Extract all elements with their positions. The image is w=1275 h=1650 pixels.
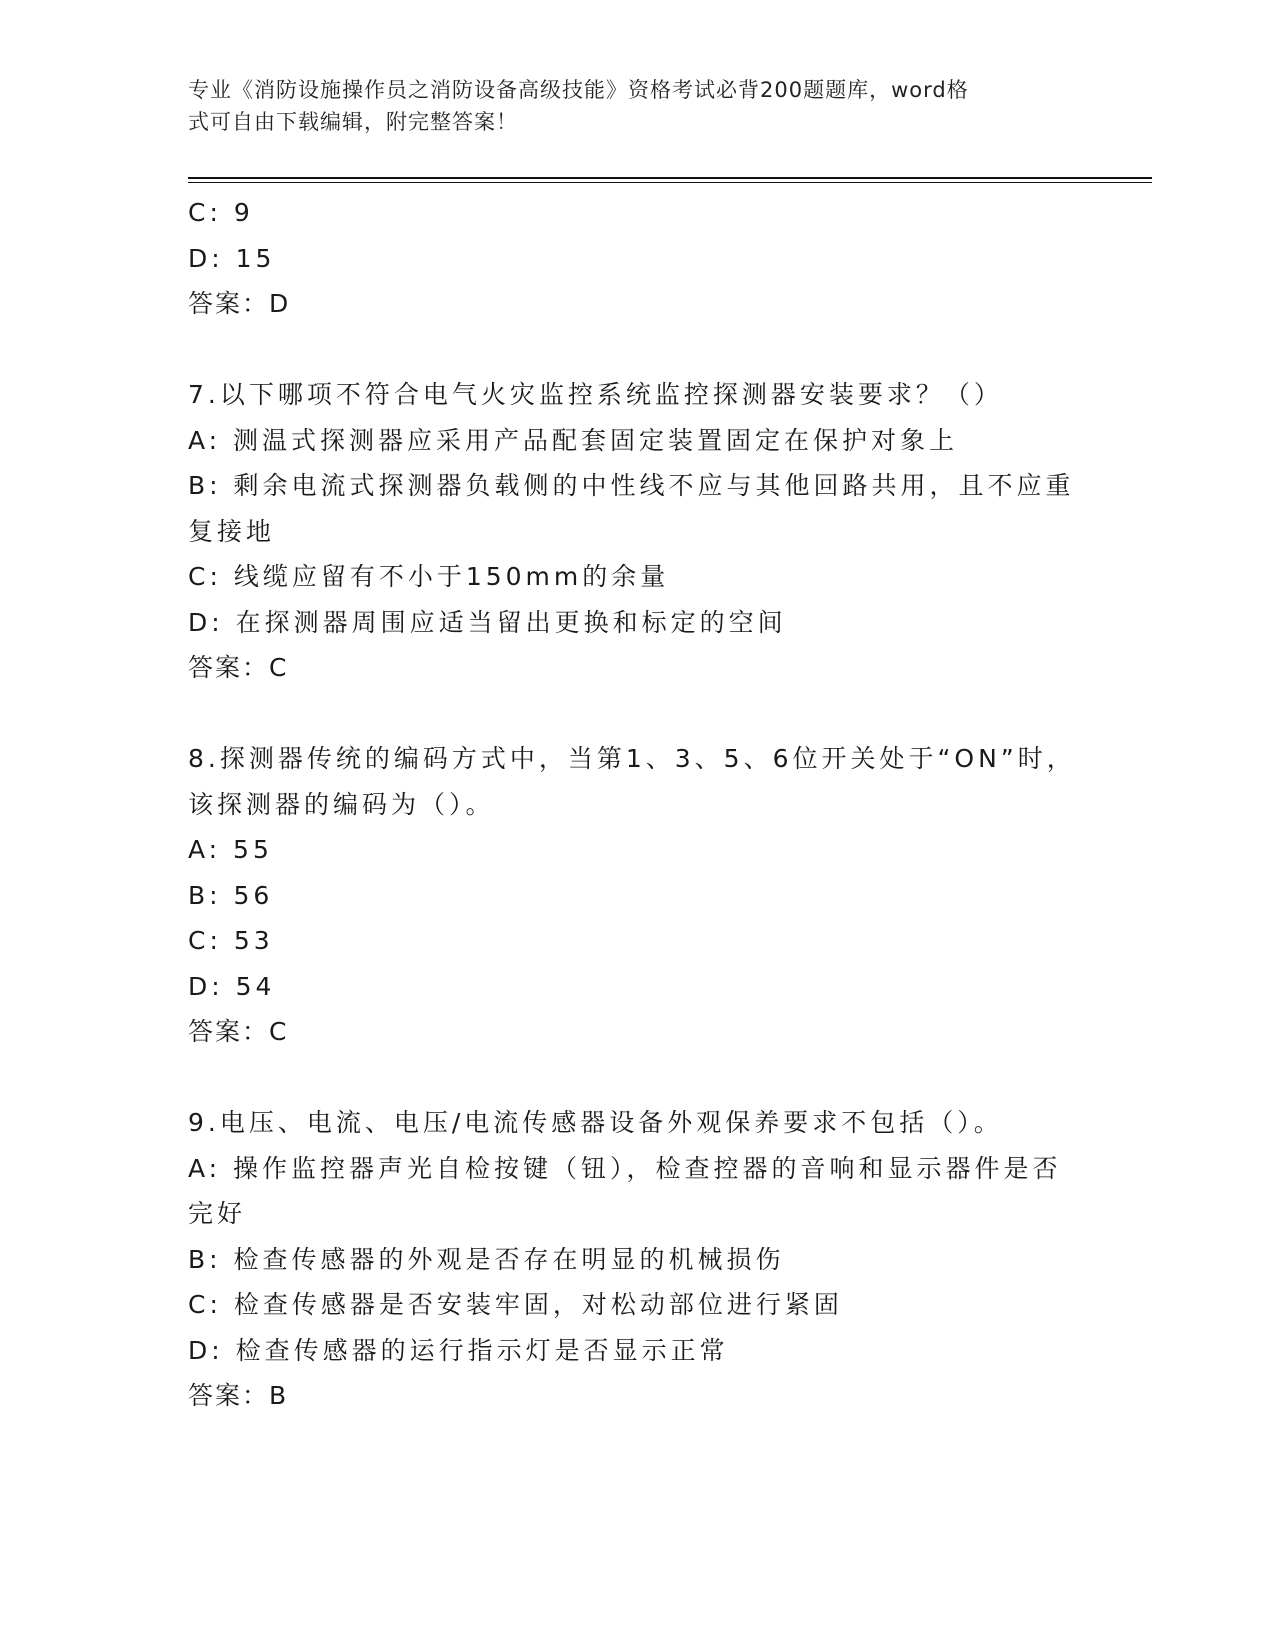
question-7-answer: 答案：C xyxy=(188,653,289,682)
question-9 xyxy=(188,1100,1088,1419)
question-7-option-a: A: 测温式探测器应采用产品配套固定装置固定在保护对象上 xyxy=(188,425,959,455)
question-6-option-c: C: 9 xyxy=(188,198,254,227)
question-spacer xyxy=(188,691,1088,737)
question-7-option-b-line-1: B: 剩余电流式探测器负载侧的中性线不应与其他回路共用，且不应重 xyxy=(188,471,1075,500)
header-divider-thin xyxy=(188,182,1152,183)
question-9-option-a-line-1: A: 操作监控器声光自检按键（钮），检查控器的音响和显示器件是否 xyxy=(188,1153,1062,1183)
question-8 xyxy=(188,736,1088,1055)
question-7-option-d: D: 在探测器周围应适当留出更换和标定的空间 xyxy=(188,607,787,637)
page-header xyxy=(188,74,1068,138)
question-9-option-b: B: 检查传感器的外观是否存在明显的机械损伤 xyxy=(188,1244,785,1274)
header-divider-thick xyxy=(188,177,1152,179)
question-6-answer: 答案：D xyxy=(188,289,291,318)
question-8-stem-line-1: 8.探测器传统的编码方式中，当第1、3、5、6位开关处于“ON”时， xyxy=(188,744,1076,773)
question-8-option-c: C: 53 xyxy=(188,926,274,955)
question-spacer xyxy=(188,327,1088,373)
question-9-stem: 9.电压、电流、电压/电流传感器设备外观保养要求不包括（）。 xyxy=(188,1108,1003,1137)
question-7-option-c: C: 线缆应留有不小于150mm的余量 xyxy=(188,562,670,591)
question-7 xyxy=(188,372,1088,691)
question-7-stem: 7.以下哪项不符合电气火灾监控系统监控探测器安装要求？（） xyxy=(188,380,1003,409)
header-line-1: 专业《消防设施操作员之消防设备高级技能》资格考试必背200题题库，word格 xyxy=(188,78,969,102)
question-8-option-b: B: 56 xyxy=(188,880,274,910)
question-8-option-a: A: 55 xyxy=(188,835,273,864)
question-6-option-d: D: 15 xyxy=(188,243,276,273)
question-9-answer: 答案：B xyxy=(188,1381,289,1410)
question-spacer xyxy=(188,1055,1088,1101)
question-list xyxy=(188,190,1088,1419)
question-8-answer: 答案：C xyxy=(188,1017,289,1046)
question-6 xyxy=(188,190,1088,327)
question-8-stem-line-2: 该探测器的编码为（）。 xyxy=(188,789,495,819)
question-9-option-c: C: 检查传感器是否安装牢固，对松动部位进行紧固 xyxy=(188,1290,843,1319)
question-9-option-d: D: 检查传感器的运行指示灯是否显示正常 xyxy=(188,1335,729,1365)
question-7-option-b-line-2: 复接地 xyxy=(188,516,276,546)
question-9-option-a-line-2: 完好 xyxy=(188,1199,247,1228)
question-8-option-d: D: 54 xyxy=(188,971,276,1001)
header-line-2: 式可自由下载编辑，附完整答案！ xyxy=(188,110,518,134)
